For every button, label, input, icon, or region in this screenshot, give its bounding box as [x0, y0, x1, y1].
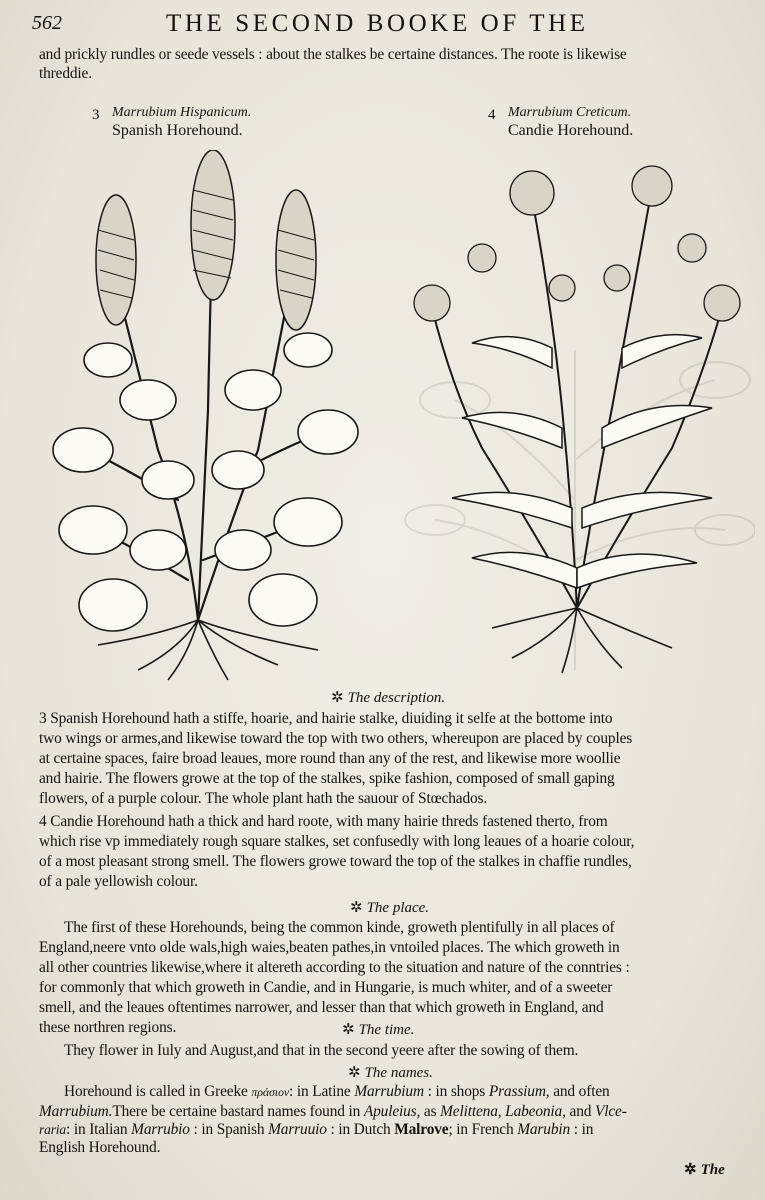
catchword: ✲ The	[684, 1162, 725, 1178]
figure-number: 3	[92, 107, 100, 123]
description-line: of a most pleasant strong smell. The flowers growe toward the top of the stalkes in chaffie rundles,	[39, 853, 632, 870]
asterisk-icon: ✲	[350, 900, 363, 916]
place-line: all other countries likewise,where it altereth according to the situation and nature of the conntries :	[39, 959, 630, 976]
time-line: They flower in Iuly and August,and that in the second yeere after the sowing of them.	[64, 1042, 579, 1059]
asterisk-icon: ✲	[331, 690, 344, 706]
section-heading-place: ✲ The place.	[350, 900, 430, 916]
intro-line: threddie.	[39, 65, 92, 82]
names-line: Marrubium.There be certaine bastard names found in Apuleius, as Melittena, Labeonia, and Vlce-	[39, 1103, 627, 1120]
running-title: THE SECOND BOOKE OF THE	[166, 10, 589, 37]
description-line: which rise vp immediately rough square stalkes, set confusedly with long leaues of a hoarie colour,	[39, 833, 635, 850]
names-line: English Horehound.	[39, 1139, 161, 1156]
place-line: England,neere vnto olde wals,high waies,beaten pathes,in vntoiled places. The which groweth in	[39, 939, 620, 956]
figure-english-name: Candie Horehound.	[508, 122, 634, 139]
intro-line: and prickly rundles or seede vessels : about the stalkes be certaine distances. The roote is likewise	[39, 46, 627, 63]
place-line: The first of these Horehounds, being the common kinde, groweth plentifully in all places of	[64, 919, 615, 936]
candie-horehound-woodcut	[412, 148, 747, 678]
place-line: these northren regions.	[39, 1019, 177, 1036]
figure-latin-name: Marrubium Creticum.	[508, 105, 632, 120]
section-heading-description: ✲ The description.	[331, 690, 446, 706]
names-line: Horehound is called in Greeke πράσιον: in Latine Marrubium : in shops Prassium, and often	[64, 1083, 610, 1100]
place-line: smell, and the leaues oftentimes narrower, and lesser than that which groweth in England, and	[39, 999, 604, 1016]
description-line: two wings or armes,and likewise toward the top with two others, whereupon are placed by couples	[39, 730, 633, 747]
spanish-horehound-woodcut	[38, 150, 363, 682]
description-line: 3 Spanish Horehound hath a stiffe, hoarie, and hairie stalke, diuiding it selfe at the bottome into	[39, 710, 613, 727]
description-line: of a pale yellowish colour.	[39, 873, 198, 890]
section-heading-names: ✲ The names.	[348, 1065, 433, 1081]
asterisk-icon: ✲	[342, 1022, 355, 1038]
page-number: 562	[32, 12, 62, 34]
page-header	[28, 4, 748, 38]
asterisk-icon: ✲	[348, 1065, 361, 1081]
description-line: 4 Candie Horehound hath a thick and hard roote, with many hairie threds fastened therto, from	[39, 813, 608, 830]
figure-number: 4	[488, 107, 496, 123]
description-line: flowers, of a purple colour. The whole plant hath the sauour of Stœchados.	[39, 790, 488, 807]
description-line: and hairie. The flowers growe at the top of the stalkes, spike fashion, composed of small gaping	[39, 770, 615, 787]
description-line: at certaine spaces, faire broad leaues, more round than any of the rest, and likewise more woollie	[39, 750, 621, 767]
place-line: for commonly that which groweth in Candie, and in Hungarie, is much whiter, and of a sweeter	[39, 979, 613, 996]
greek-word: πράσιον	[251, 1085, 289, 1099]
names-line: raria: in Italian Marrubio : in Spanish Marruuio : in Dutch Malrove; in French Marubin : in	[39, 1121, 594, 1138]
dutch-blackletter-word: Malrove	[394, 1121, 449, 1138]
figure-caption	[488, 104, 634, 140]
section-heading-time: ✲ The time.	[342, 1022, 415, 1038]
figure-english-name: Spanish Horehound.	[112, 122, 243, 139]
figure-caption	[92, 104, 252, 140]
asterisk-icon: ✲	[684, 1162, 697, 1178]
figure-latin-name: Marrubium Hispanicum.	[112, 105, 252, 120]
